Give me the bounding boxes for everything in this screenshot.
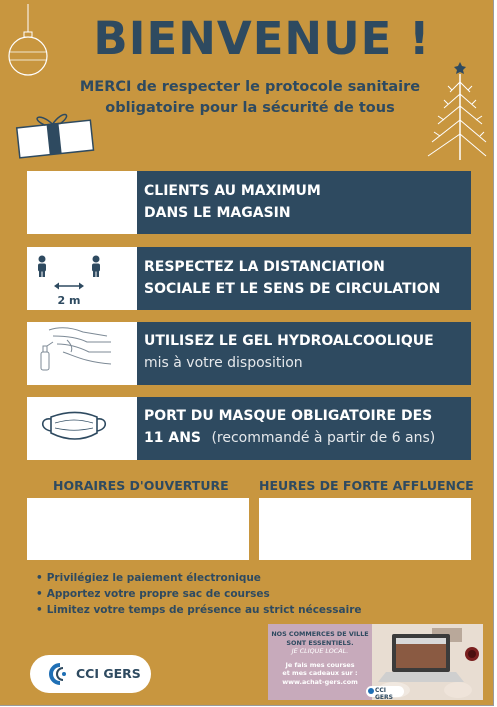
- rule-text-box: [137, 247, 471, 310]
- promo-line-1: NOS COMMERCES DE VILLE: [271, 630, 369, 638]
- opening-hours-label: HORAIRES D'OUVERTURE: [53, 478, 229, 493]
- face-mask-icon: [27, 397, 137, 460]
- rule-line-1: PORT DU MASQUE OBLIGATOIRE DES: [144, 408, 433, 424]
- promo-badge-text: CCI GERS: [375, 687, 393, 700]
- promo-line-4: Je fais mes courses: [285, 660, 355, 669]
- icon-box: [27, 397, 137, 460]
- subtitle-line-2: obligatoire pour la sécurité de tous: [105, 100, 395, 116]
- rule-line-2-bold: 11 ANS: [144, 430, 201, 446]
- tip-item: • Apportez votre propre sac de courses: [36, 586, 362, 602]
- hand-sanitizer-icon: [27, 322, 137, 385]
- logo-text: CCI GERS: [76, 666, 141, 681]
- rule-line-2: SOCIALE ET LE SENS DE CIRCULATION: [144, 281, 441, 297]
- promo-url: www.achat-gers.com: [282, 677, 358, 686]
- rule-line-1: CLIENTS AU MAXIMUM: [144, 183, 321, 199]
- promo-text: [270, 630, 370, 687]
- promo-line-3: JE CLIQUE LOCAL.: [291, 647, 349, 656]
- tip-item: • Limitez votre temps de présence au strict nécessaire: [36, 602, 362, 618]
- tips-list: [36, 570, 362, 618]
- promo-cci-badge: [366, 686, 404, 700]
- subtitle-line-1: MERCI de respecter le protocole sanitaire: [79, 79, 421, 95]
- promo-line-2: SONT ESSENTIELS.: [286, 638, 354, 647]
- christmas-ornament-icon: [8, 4, 48, 84]
- icon-box: [27, 247, 137, 310]
- rule-max-clients: [27, 171, 471, 234]
- icon-box: [27, 322, 137, 385]
- peak-hours-box: [259, 498, 471, 560]
- rule-line-2-light: (recommandé à partir de 6 ans): [211, 430, 436, 446]
- promo-badge-icon: [368, 688, 374, 694]
- rule-text-box: [137, 171, 471, 234]
- cci-logo-icon: [44, 662, 70, 686]
- rule-face-mask: [27, 397, 471, 460]
- rule-distancing: [27, 247, 471, 310]
- cci-gers-logo: [30, 655, 151, 693]
- opening-hours-box: [27, 498, 249, 560]
- rule-line-1: RESPECTEZ LA DISTANCIATION: [144, 259, 385, 275]
- rule-line-2: mis à votre disposition: [144, 355, 303, 371]
- page-title: BIENVENUE !: [93, 12, 431, 65]
- peak-hours-label: HEURES DE FORTE AFFLUENCE: [259, 478, 474, 493]
- promo-banner[interactable]: [268, 624, 483, 700]
- distance-label: 2 m: [57, 294, 81, 307]
- rule-line-2: DANS LE MAGASIN: [144, 205, 291, 221]
- rule-text-box: [137, 397, 471, 460]
- rule-line-1: UTILISEZ LE GEL HYDROALCOOLIQUE: [144, 333, 434, 349]
- promo-line-5: et mes cadeaux sur :: [282, 669, 358, 678]
- rule-hand-gel: [27, 322, 471, 385]
- max-clients-number-box: [27, 171, 137, 234]
- people-distance-icon: [27, 247, 137, 310]
- tip-item: • Privilégiez le paiement électronique: [36, 570, 362, 586]
- page-subtitle: [60, 77, 440, 119]
- rule-text-box: [137, 322, 471, 385]
